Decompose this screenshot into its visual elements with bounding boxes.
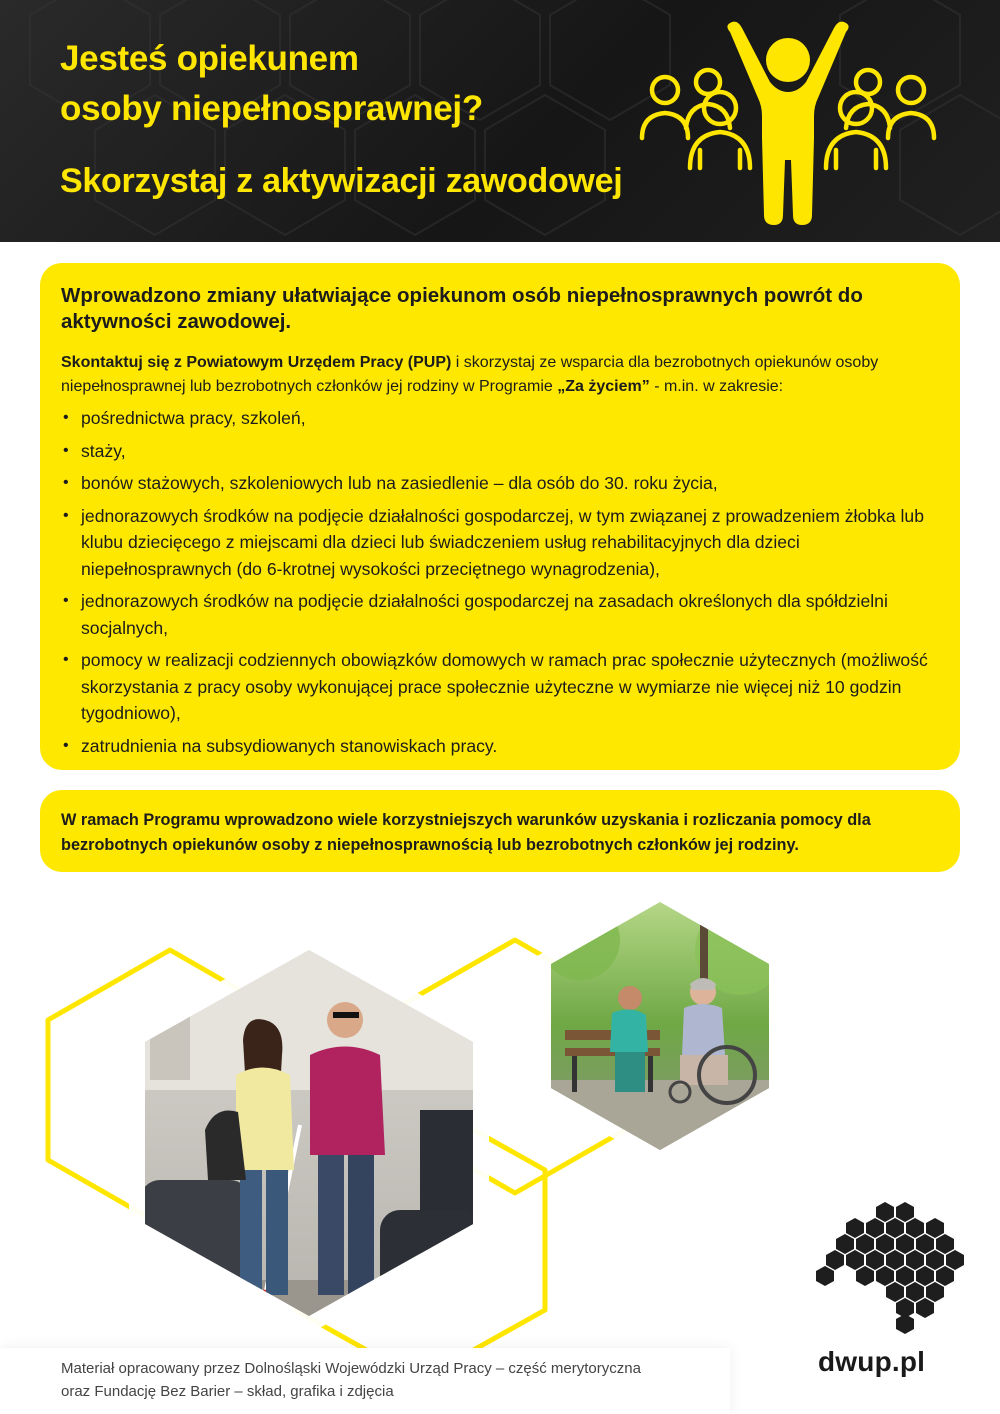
list-item bbox=[61, 503, 940, 583]
list-item-text: jednorazowych środków na podjęcie działalności gospodarczej, w tym związanej z prowadzeniem żłobka lub klubu dziecięcego z miejscami dla dzieci lub świadczeniem usług rehabilitacyjnych dla dzieci niepełnosprawnych (do 6-krotnej wysokości przeciętnego wynagrodzenia), bbox=[81, 505, 924, 579]
dwup-logo-icon bbox=[808, 1200, 968, 1340]
list-item-text: bonów stażowych, szkoleniowych lub na zasiedlenie – dla osób do 30. roku życia, bbox=[81, 473, 718, 493]
bullet-icon: • bbox=[63, 409, 69, 426]
list-item bbox=[61, 405, 940, 432]
bullet-icon: • bbox=[63, 441, 69, 459]
bullet-icon: • bbox=[63, 736, 69, 754]
program-text: W ramach Programu wprowadzono wiele korzystniejszych warunków uzyskania i rozliczania pomocy dla bezrobotnych opiekunów osoby z niepełnosprawnością lub bezrobotnych członków jej rodziny. bbox=[61, 811, 871, 854]
list-item-text: jednorazowych środków na podjęcie działalności gospodarczej na zasadach określonych dla spółdzielni socjalnych, bbox=[81, 591, 888, 638]
people-cheering-icon bbox=[628, 20, 948, 230]
list-item-text: pośrednictwa pracy, szkoleń, bbox=[81, 408, 306, 428]
program-box bbox=[40, 790, 960, 872]
intro-bold-text: Skontaktuj się z Powiatowym Urzędem Pracy (PUP) bbox=[61, 354, 452, 371]
list-item bbox=[61, 647, 940, 727]
title-line-1: Jesteś opiekunem bbox=[60, 39, 359, 78]
intro-text-1: i skorzystaj ze wsparcia dla bezrobotnych opiekunów osoby niepełnosprawnej lub bezrobotnych członków jej rodziny w Programie bbox=[61, 354, 879, 395]
list-item-text: staży, bbox=[81, 440, 126, 461]
title-line-2: osoby niepełnosprawnej? bbox=[60, 89, 483, 128]
bullet-icon: • bbox=[63, 506, 69, 524]
list-item-text: zatrudnienia na subsydiowanych stanowiskach pracy. bbox=[81, 735, 498, 756]
subtitle: Skorzystaj z aktywizacji zawodowej bbox=[60, 162, 623, 200]
intro-program-name: „Za życiem” bbox=[557, 378, 650, 395]
list-item bbox=[61, 733, 940, 760]
logo-text: dwup.pl bbox=[818, 1346, 926, 1377]
support-list bbox=[61, 405, 940, 759]
bullet-icon: • bbox=[63, 592, 69, 609]
credits-text bbox=[61, 1357, 641, 1403]
list-item-text: pomocy w realizacji codziennych obowiązków domowych w ramach prac społecznie użytecznych (możliwość skorzystania z pracy osoby wykonującej prace społecznie użyteczne w wymiarze nie więcej niż 10 godzin tygodniowo), bbox=[81, 650, 928, 723]
bullet-icon: • bbox=[63, 474, 69, 491]
list-item bbox=[61, 438, 940, 465]
info-heading: Wprowadzono zmiany ułatwiające opiekunom osób niepełnosprawnych powrót do aktywności zawodowej. bbox=[61, 284, 863, 333]
info-intro bbox=[61, 351, 940, 399]
footer-credits bbox=[0, 1348, 730, 1414]
info-box bbox=[40, 263, 960, 770]
list-item bbox=[61, 588, 940, 641]
credit-line-1: Materiał opracowany przez Dolnośląski Wojewódzki Urząd Pracy – część merytoryczna bbox=[61, 1360, 641, 1377]
credit-line-2: oraz Fundację Bez Barier – skład, grafika i zdjęcia bbox=[61, 1383, 394, 1400]
header-banner bbox=[0, 0, 1000, 242]
list-item bbox=[61, 470, 940, 497]
bullet-icon: • bbox=[63, 651, 69, 668]
intro-text-2: - m.in. w zakresie: bbox=[649, 378, 784, 395]
